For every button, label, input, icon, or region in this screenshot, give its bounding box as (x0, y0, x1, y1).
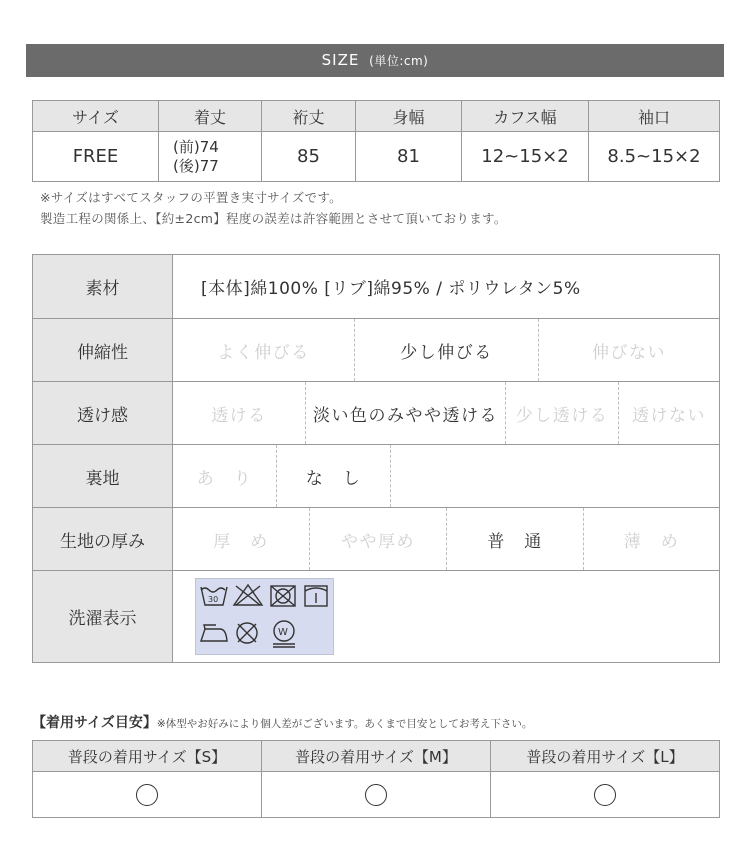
fit-header-l: 普段の着用サイズ【L】 (491, 741, 720, 772)
cell-width: 81 (356, 132, 462, 182)
line-dry-icon (305, 586, 327, 606)
wash-30-icon (201, 587, 227, 605)
fit-mark-m (262, 772, 491, 818)
sheer-option-light-colors: 淡い色のみやや透ける (306, 382, 506, 444)
fit-mark-row (33, 772, 720, 818)
size-note-2: 製造工程の関係上、【約±2cm】程度の誤差は許容範囲とさせて頂いております。 (40, 211, 507, 226)
sheer-options (173, 382, 719, 444)
stretch-option-high: よく伸びる (173, 319, 355, 381)
size-table-header-row (33, 101, 720, 132)
label-stretch: 伸縮性 (33, 319, 173, 381)
label-lining: 裏地 (33, 445, 173, 507)
spec-row-thickness (33, 507, 719, 570)
lining-option-yes: あ り (173, 445, 277, 507)
spec-row-care (33, 570, 719, 662)
header-size: サイズ (33, 101, 159, 132)
length-front: (前)74 (173, 137, 219, 156)
header-cuff: カフス幅 (462, 101, 589, 132)
header-yuki: 裄丈 (262, 101, 356, 132)
no-bleach-icon (234, 585, 262, 605)
cell-cuff: 12~15×2 (462, 132, 589, 182)
thickness-option-thick: 厚 め (173, 508, 310, 570)
size-table-row (33, 132, 720, 182)
svg-text:W: W (278, 627, 288, 638)
size-unit: (単位:cm) (369, 54, 429, 68)
cell-sleeve: 8.5~15×2 (589, 132, 720, 182)
material-cell (173, 255, 719, 318)
fit-header-m: 普段の着用サイズ【M】 (262, 741, 491, 772)
sheer-option-slight: 少し透ける (506, 382, 619, 444)
stretch-options (173, 319, 719, 381)
stretch-option-medium: 少し伸びる (355, 319, 539, 381)
lining-option-no: な し (277, 445, 391, 507)
fit-table (32, 740, 720, 818)
label-material: 素材 (33, 255, 173, 318)
svg-text:30: 30 (208, 595, 219, 604)
circle-mark-icon (136, 784, 158, 806)
label-sheer: 透け感 (33, 382, 173, 444)
spec-row-stretch (33, 318, 719, 381)
size-table (32, 100, 720, 182)
wet-clean-icon (273, 621, 295, 647)
spec-row-sheer (33, 381, 719, 444)
length-back: (後)77 (173, 156, 219, 175)
fit-note: ※体型やお好みにより個人差がございます。あくまで目安としてお考え下さい。 (156, 718, 533, 730)
sheer-option-none: 透けない (632, 405, 706, 426)
stretch-option-none: 伸びない (592, 342, 666, 363)
spec-table (32, 254, 720, 663)
lining-options (173, 445, 719, 507)
header-sleeve: 袖口 (589, 101, 720, 132)
thickness-option-slightly-thick: やや厚め (310, 508, 447, 570)
header-length: 着丈 (159, 101, 262, 132)
thickness-options (173, 508, 719, 570)
fit-title: 【着用サイズ目安】 (32, 715, 157, 731)
spec-row-material (33, 255, 719, 318)
thickness-option-normal: 普 通 (447, 508, 584, 570)
size-section-header (26, 44, 724, 77)
care-label-image (195, 578, 334, 655)
no-tumble-dry-icon (271, 586, 295, 606)
label-care: 洗濯表示 (33, 571, 173, 662)
cell-yuki: 85 (262, 132, 356, 182)
care-cell (173, 571, 719, 662)
fit-header-s: 普段の着用サイズ【S】 (33, 741, 262, 772)
fit-header-row (33, 741, 720, 772)
label-thickness: 生地の厚み (33, 508, 173, 570)
thickness-option-thin: 薄 め (623, 531, 680, 552)
circle-mark-icon (365, 784, 387, 806)
fit-mark-l (491, 772, 720, 818)
cell-length (159, 132, 262, 182)
cell-size: FREE (33, 132, 159, 182)
care-symbols (196, 579, 335, 656)
iron-low-icon (201, 625, 227, 641)
sheer-option-sheer: 透ける (173, 382, 306, 444)
size-note-1: ※サイズはすべてスタッフの平置き実寸サイズです。 (40, 190, 342, 205)
fit-mark-s (33, 772, 262, 818)
no-dry-clean-icon (237, 623, 257, 643)
material-value: [本体]綿100% [リブ]綿95% / ポリウレタン5% (201, 279, 581, 299)
spec-row-lining (33, 444, 719, 507)
header-width: 身幅 (356, 101, 462, 132)
circle-mark-icon (594, 784, 616, 806)
size-title: SIZE (321, 51, 360, 69)
fit-section-title (32, 712, 532, 732)
